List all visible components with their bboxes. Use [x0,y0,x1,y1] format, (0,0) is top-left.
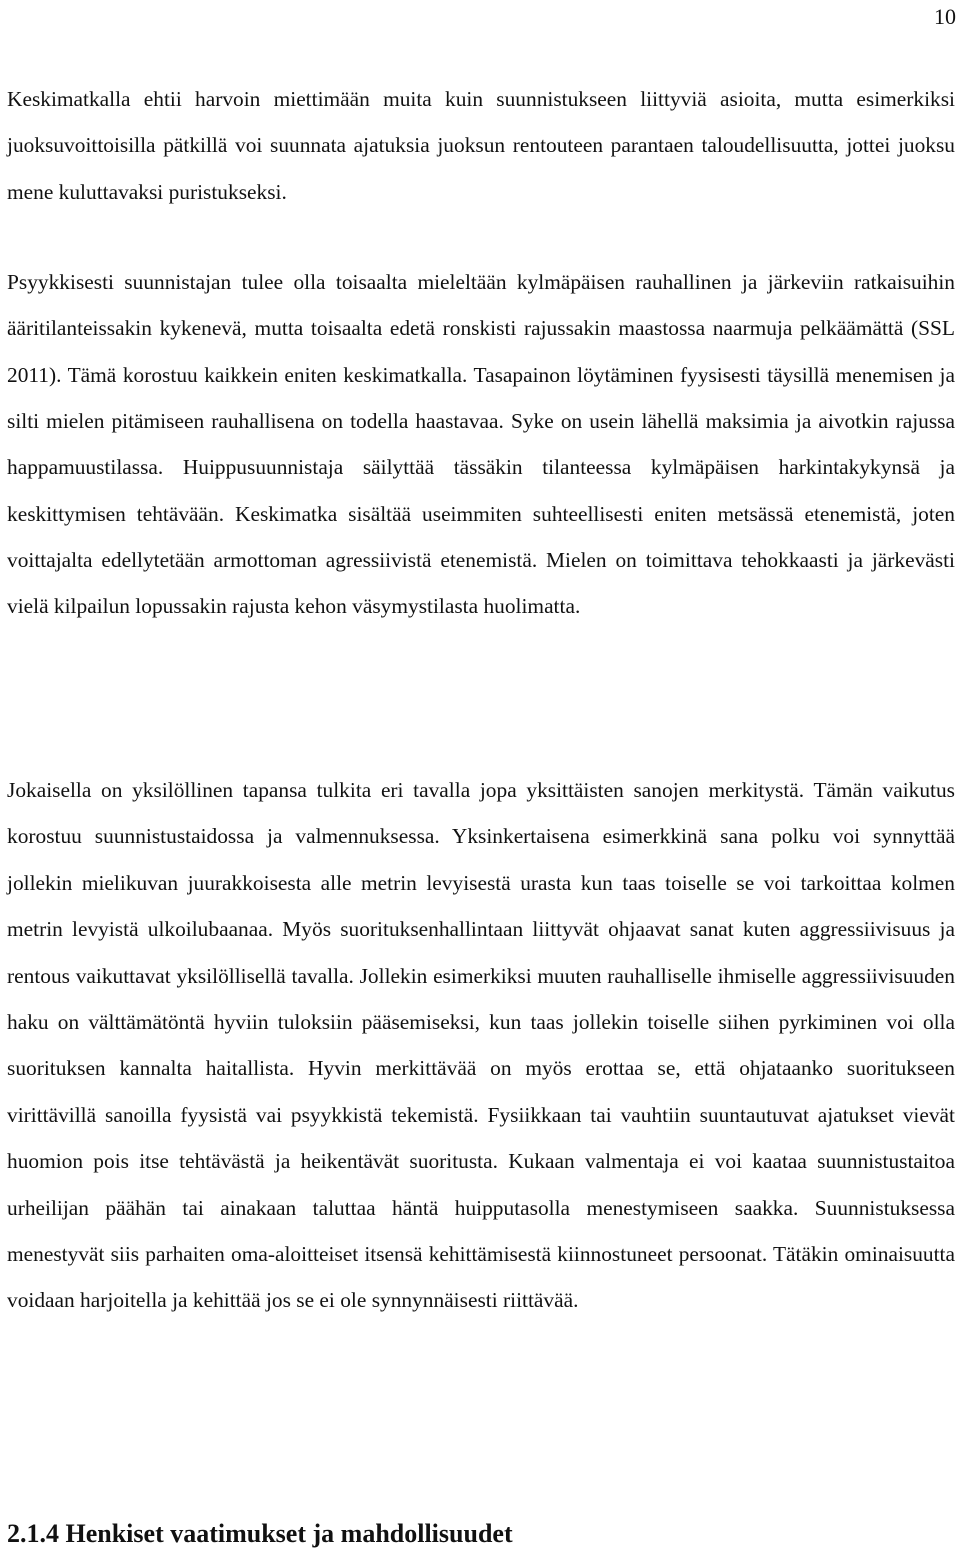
paragraph-1: Keskimatkalla ehtii harvoin miettimään muita kuin suunnistukseen liittyviä asioita, mutta esimerkiksi juoksuvoittoisilla pätkillä voi suunnata ajatuksia juoksun rentouteen parantaen taloudellisuutta, jottei juoksu mene kuluttavaksi puristukseksi. [7,87,955,204]
paragraph-3: Jokaisella on yksilöllinen tapansa tulkita eri tavalla jopa yksittäisten sanojen merkitystä. Tämän vaikutus korostuu suunnistustaidossa ja valmennuksessa. Yksinkertaisena esimerkkinä sana polku voi synnyttää jollekin mielikuvan juurakkoisesta alle metrin levyisestä urasta kun taas toiselle se voi tarkoittaa kolmen metrin levyistä ulkoilubaanaa. Myös suorituksenhallintaan liittyvät ohjaavat sanat kuten aggressiivisuus ja rentous vaikuttavat yksilöllisellä tavalla. Jollekin esimerkiksi muuten rauhalliselle ihmiselle aggressiivisuuden haku on välttämätöntä hyviin tuloksiin pääsemiseksi, kun taas jollekin toiselle siihen pyrkiminen voi olla suorituksen kannalta haitallista. Hyvin merkittävää on myös erottaa se, että ohjataanko suoritukseen virittävillä sanoilla fyysistä vai psyykkistä tekemistä. Fysiikkaan tai vauhtiin suuntautuvat ajatukset vievät huomion pois itse tehtävästä ja heikentävät suoritusta. Kukaan valmentaja ei voi kaataa suunnistustaitoa urheilijan päähän tai ainakaan taluttaa häntä huipputasolla menestymiseen saakka. Suunnistuksessa menestyvät siis parhaiten oma-aloitteiset itsensä kehittämisestä kiinnostuneet persoonat. Tätäkin ominaisuutta voidaan harjoitella ja kehittää jos se ei ole synnynnäisesti riittävää. [7,778,955,1313]
paragraph-2: Psyykkisesti suunnistajan tulee olla toisaalta mieleltään kylmäpäisen rauhallinen ja järkeviin ratkaisuihin ääritilanteissakin kykenevä, mutta toisaalta edetä ronskisti rajussakin maastossa naarmuja pelkäämättä (SSL 2011). Tämä korostuu kaikkein eniten keskimatkalla. Tasapainon löytäminen fyysisesti täysillä menemisen ja silti mielen pitämiseen rauhallisena on todella haastavaa. Syke on usein lähellä maksimia ja aivotkin rajussa happamuustilassa. Huippusuunnistaja säilyttää tässäkin tilanteessa kylmäpäisen harkintakykynsä ja keskittymisen tehtävään. Keskimatka sisältää useimmiten suhteellisesti eniten metsässä etenemistä, joten voittajalta edellytetään armottoman agressiivistä etenemistä. Mielen on toimittava tehokkaasti ja järkevästi vielä kilpailun lopussakin rajusta kehon väsymystilasta huolimatta. [7,270,955,619]
page-number: 10 [934,4,956,29]
section-heading: 2.1.4 Henkiset vaatimukset ja mahdollisuudet [7,1519,513,1548]
